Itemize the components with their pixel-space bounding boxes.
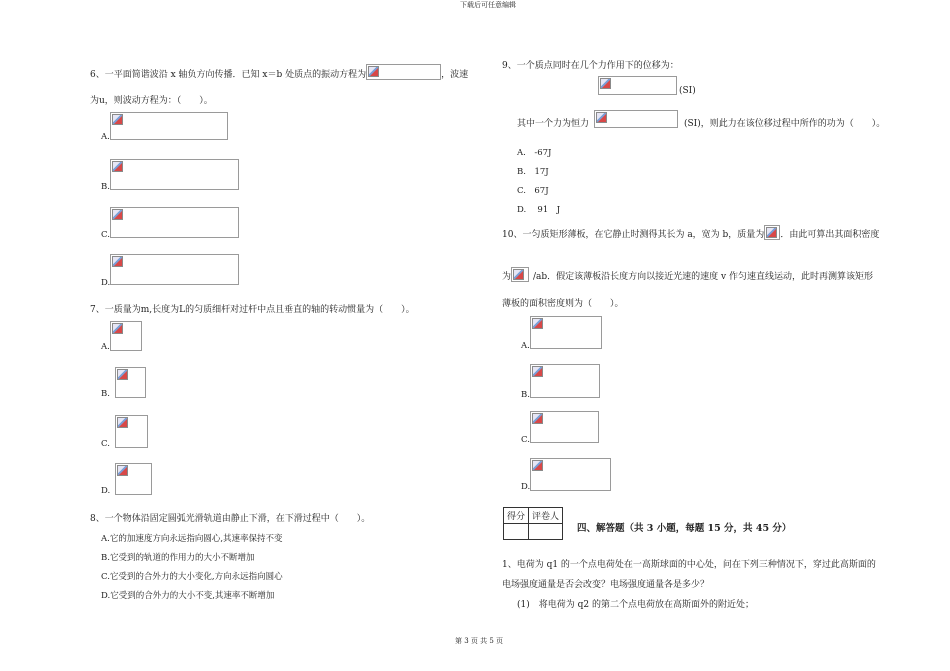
header-note: 下载后可任意编辑	[460, 1, 516, 9]
q10-option-d-label[interactable]: D.	[521, 482, 531, 492]
density-formula-image	[511, 267, 529, 286]
score-table	[503, 507, 563, 540]
q6-stem-line1: 6、一平面简谐波沿 x 轴负方向传播．已知 x＝b 处质点的振动方程为 ，波速	[90, 64, 468, 84]
q9-force-text: 其中一个力为恒力	[517, 119, 590, 129]
q7-option-b-formula	[115, 367, 146, 398]
q9-force-formula	[594, 110, 678, 128]
q7-option-a-label[interactable]: A.	[101, 342, 110, 352]
q9-stem: 9、一个质点同时在几个力作用下的位移为：	[502, 61, 679, 71]
section4-q1-line1: 1、电荷为 q1 的一个点电荷处在一高斯球面的中心处，问在下列三种情况下，穿过此高斯面的	[502, 560, 876, 570]
section4-q1-sub1: (1) 将电荷为 q2 的第二个点电荷放在高斯面外的附近处；	[517, 600, 754, 610]
q9-work-question: (SI)，则此力在该位移过程中所作的功为（ ）。	[684, 119, 886, 129]
reviewer-cell[interactable]	[529, 524, 563, 540]
q10-option-a-formula	[530, 316, 602, 349]
q10-option-b-formula	[530, 364, 600, 398]
mass-formula-image	[764, 225, 780, 244]
q6-option-b-label[interactable]: B.	[101, 182, 110, 192]
q8-option-b[interactable]: B.它受到的轨道的作用力的大小不断增加	[101, 553, 255, 563]
q7-option-d-label[interactable]: D.	[101, 486, 111, 496]
q10-option-c-label[interactable]: C.	[521, 435, 530, 445]
q6-option-b-formula	[110, 159, 239, 190]
q7-option-c-label[interactable]: C.	[101, 439, 110, 449]
reviewer-header: 评卷人	[529, 508, 563, 524]
q10-stem-line1: 10、一匀质矩形薄板，在它静止时测得其长为 a，宽为 b，质量为 ．由此可算出其面积密度	[502, 225, 879, 244]
q6-option-d-formula	[110, 254, 239, 285]
q10-option-d-formula	[530, 458, 611, 491]
q7-option-c-formula	[115, 415, 148, 448]
q9-displacement-formula	[598, 76, 677, 95]
q7-option-b-label[interactable]: B.	[101, 389, 110, 399]
q10-option-a-label[interactable]: A.	[521, 341, 530, 351]
q9-option-d[interactable]: D. 91 J	[517, 205, 561, 215]
q9-si-unit: (SI)	[679, 86, 696, 96]
q6-option-c-label[interactable]: C.	[101, 230, 110, 240]
formula-image	[366, 64, 441, 84]
q6-option-a-formula	[110, 112, 228, 140]
q10-option-c-formula	[530, 411, 599, 443]
q6-stem-line2: 为u，则波动方程为：（ ）。	[90, 96, 213, 106]
q7-stem: 7、一质量为m,长度为L的匀质细杆对过杆中点且垂直的轴的转动惯量为（ ）。	[90, 305, 415, 315]
q10-stem-line3: 薄板的面积密度则为（ ）。	[502, 299, 624, 309]
score-cell[interactable]	[504, 524, 529, 540]
q7-option-a-formula	[110, 321, 142, 351]
score-header: 得分	[504, 508, 529, 524]
q6-option-a-label[interactable]: A.	[101, 132, 110, 142]
q9-option-b[interactable]: B. 17J	[517, 167, 549, 177]
q9-option-a[interactable]: A. -67J	[517, 148, 552, 158]
q8-option-c[interactable]: C.它受到的合外力的大小变化,方向永远指向圆心	[101, 572, 283, 582]
q9-option-c[interactable]: C. 67J	[517, 186, 549, 196]
q10-option-b-label[interactable]: B.	[521, 390, 530, 400]
q7-option-d-formula	[115, 463, 152, 495]
section4-q1-line2: 电场强度通量是否会改变？电场强度通量各是多少？	[502, 580, 710, 590]
q10-stem-line2: 为 /ab．假定该薄板沿长度方向以接近光速的速度 v 作匀速直线运动，此时再测算该矩形	[502, 267, 873, 286]
q8-option-a[interactable]: A.它的加速度方向永远指向圆心,其速率保持不变	[101, 534, 283, 544]
q8-option-d[interactable]: D.它受到的合外力的大小不变,其速率不断增加	[101, 591, 275, 601]
page-number: 第 3 页 共 5 页	[455, 637, 504, 645]
q6-option-d-label[interactable]: D.	[101, 278, 111, 288]
q6-option-c-formula	[110, 207, 239, 238]
q8-stem: 8、一个物体沿固定圆弧光滑轨道由静止下滑，在下滑过程中（ ）。	[90, 514, 371, 524]
section-4-title: 四、解答题（共 3 小题，每题 15 分，共 45 分）	[577, 523, 792, 534]
